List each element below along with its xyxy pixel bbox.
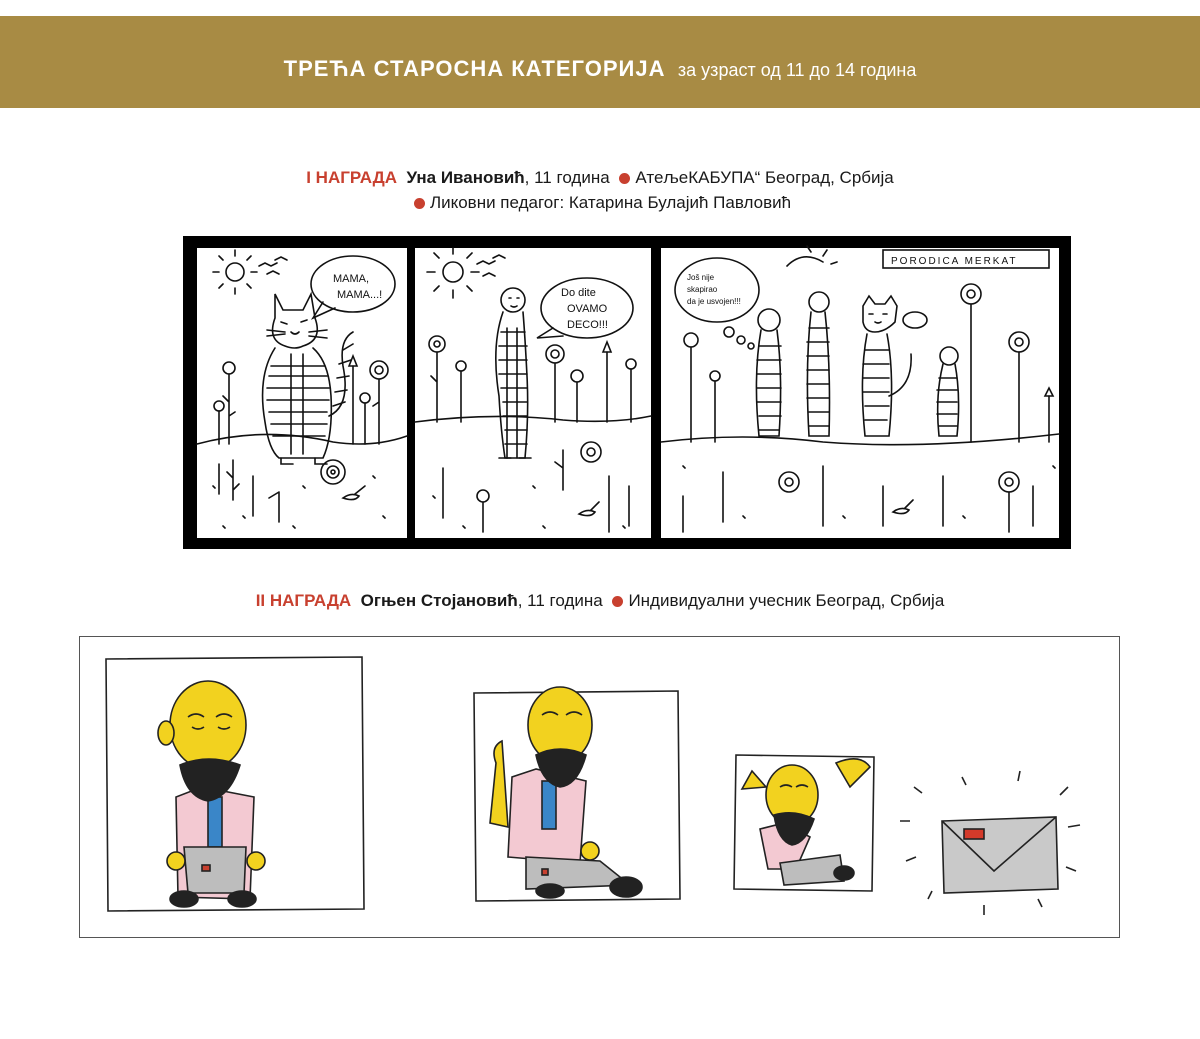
comic-strip-1 [183,236,1071,549]
category-title: ТРЕЋА СТАРОСНА КАТЕГОРИЈА [283,56,666,81]
award1-name: Уна Ивановић [406,168,525,187]
award1-prize: I НАГРАДА [306,168,397,187]
comic-strip-2-art [80,637,1119,937]
header [0,56,1200,82]
award2-name: Огњен Стојановић [360,591,518,610]
comic1-panel-3 [661,248,1059,538]
award1-school: АтељеКАБУПА“ Београд, Србија [635,168,894,187]
award2-prize: II НАГРАДА [255,591,352,610]
comic-strip-1-art [183,236,1071,549]
comic3-thought-2: skapirao [687,285,718,294]
award2-caption [0,591,1200,611]
award1-teacher-line [0,193,1200,213]
comic1-speech-2: MAMA...! [337,289,383,301]
comic3-title: PORODICA MERKAT [891,256,1018,267]
category-subtitle: за узраст од 11 до 14 година [677,60,917,80]
bullet-dot [414,198,425,209]
award2-age: , 11 година [517,591,603,610]
award2-school: Индивидуални учесник Београд, Србија [628,591,945,610]
comic3-thought-1: Još nije [687,273,715,282]
award1-caption [0,168,1200,188]
comic1-speech-1: MAMA, [333,273,370,285]
comic-strip-2 [79,636,1120,938]
comic2-speech-1: Do dite [561,287,596,299]
comic2-speech-2: OVAMO [567,303,608,315]
comic1-panel-2 [415,248,651,538]
bullet-dot [612,596,623,607]
bullet-dot [619,173,630,184]
award1-teacher: Ликовни педагог: Катарина Булајић Павловић [429,193,792,212]
comic3-thought-3: da je usvojen!!! [687,297,741,306]
award1-age: , 11 година [524,168,610,187]
comic2-speech-3: DECO!!! [567,319,608,331]
